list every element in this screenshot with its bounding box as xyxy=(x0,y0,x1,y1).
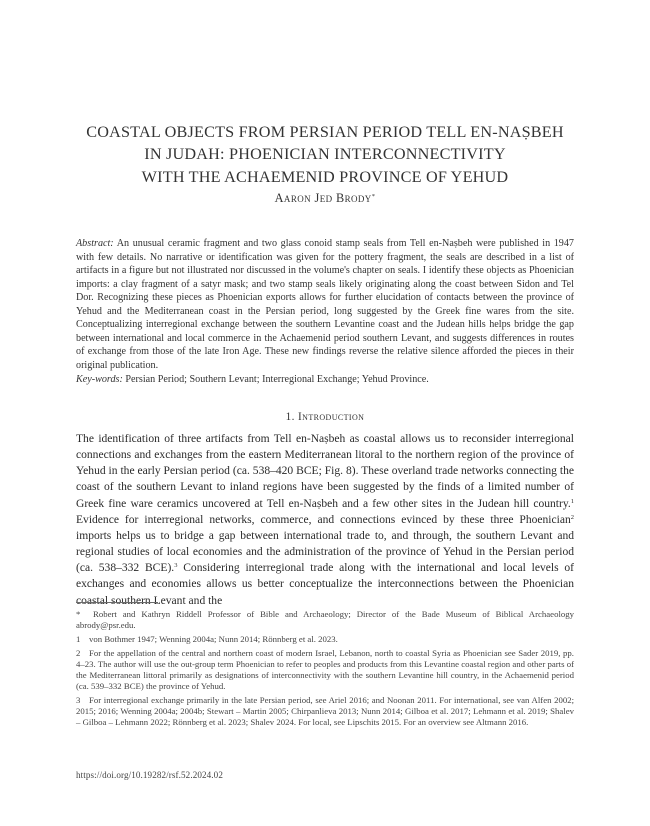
footnote-ref-1[interactable]: 1 xyxy=(570,497,574,505)
abstract-text: An unusual ceramic fragment and two glass conoid stamp seals from Tell en-Naṣbeh were published in 1947 with few details. No narrative or identification was given for the pottery fragment, the seals are described in a list of artifacts in a figure but not illustrated nor discussed in the volume's chapter on seals. I identify these objects as Phoenician imports: a clay fragment of a satyr mask; and two stamp seals likely originating along the coast between Sidon and Tel Dor. Recognizing these pieces as Phoenician exports allows for further elucidation of contacts between the province of Yehud and the Mediterranean coast in the Persian period, long suggested by the Greek fine wares from the site. Conceptualizing interregional exchange between the southern Levantine coast and the Judean hills helps bridge the gap between international and local commerce in the Achaemenid period southern Levant, and suggests differences in routes of exchange from those of the late Iron Age. These new findings reverse the relative silence afforded the pieces in their original publication. xyxy=(76,238,574,371)
body-text-part-3: imports helps us to bridge a gap between international trade to, and through, the southern Levant and regional studies of local economies and the administration of the province of Yehud in the Persian period (ca. 538–332 BCE). xyxy=(76,529,574,575)
author-footnote-marker[interactable]: * xyxy=(371,193,376,200)
footnote-text: Robert and Kathryn Riddell Professor of Bible and Archaeology; Director of the Bade Museum of Biblical Archaeology abrody@psr.edu. xyxy=(76,609,574,631)
abstract-label: Abstract: xyxy=(76,238,114,249)
footnote-text: von Bothmer 1947; Wenning 2004a; Nunn 2014; Rönnberg et al. 2023. xyxy=(89,634,338,645)
keywords-label: Key-words: xyxy=(76,374,123,385)
footnote-mark: 2 xyxy=(76,648,81,659)
author-name: Aaron Jed Brody xyxy=(274,191,372,205)
keywords-text: Persian Period; Southern Levant; Interregional Exchange; Yehud Province. xyxy=(125,374,429,385)
body-text-part-4: Considering interregional trade along with the international and local levels of exchanges and economies allows us better conceptualize the interconnections between the Phoenician coastal southern Levant and the xyxy=(76,562,574,607)
body-paragraph xyxy=(76,431,574,609)
keywords xyxy=(76,373,574,387)
footnote-mark: * xyxy=(76,609,81,619)
title-line-1: COASTAL OBJECTS FROM PERSIAN PERIOD TELL EN-NAṢBEH xyxy=(86,123,564,141)
footnote-3 xyxy=(76,695,574,728)
footnote-ref-3[interactable]: 3 xyxy=(174,562,178,570)
title-line-2: IN JUDAH: PHOENICIAN INTERCONNECTIVITY xyxy=(144,145,506,164)
section-heading: 1. Introduction xyxy=(285,411,365,423)
footnote-divider xyxy=(76,602,158,603)
body-text-part-2: Evidence for interregional networks, commerce, and connections evinced by these three Phoenician xyxy=(76,513,571,526)
abstract xyxy=(76,237,574,372)
footnote-mark: 1 xyxy=(76,634,81,645)
footnote-ref-2[interactable]: 2 xyxy=(570,513,574,521)
footnote-2 xyxy=(76,648,574,692)
footnote-author xyxy=(76,609,574,631)
author-byline xyxy=(60,191,590,206)
footnote-1 xyxy=(76,634,574,645)
body-text-part-1: The identification of three artifacts from Tell en-Naṣbeh as coastal allows us to reconsider interregional connections and exchanges from the eastern Mediterranean litoral to the northern region of the province of Yehud in the early Persian period (ca. 538–420 BCE; Fig. 8). These overland trade networks connecting the coast of the southern Levant to inland regions have been suggested by the finds of a limited number of Greek fine ware ceramics uncovered at Tell en-Naṣbeh and a few other sites in the Judean hill country. xyxy=(76,433,574,510)
footnote-text: For interregional exchange primarily in the late Persian period, see Ariel 2016; and Noonan 2011. For international, see van Alfen 2002; 2015; 2016; Wenning 2004a; 2004b; Stewart – Martin 2005; Chirpanlieva 2013; Nunn 2014; Gilboa et al. 2017; Lehmann et al. 2019; Shalev – Gilboa – Lehmann 2022; Rönnberg et al. 2023; Shalev 2024. For local, see Lipschits 2015. For an overview see Altmann 2016. xyxy=(76,695,574,728)
article-title xyxy=(60,121,590,188)
title-line-3: WITH THE ACHAEMENID PROVINCE OF YEHUD xyxy=(141,167,509,186)
footnote-mark: 3 xyxy=(76,695,81,706)
footnotes xyxy=(76,609,574,731)
doi-link[interactable]: https://doi.org/10.19282/rsf.52.2024.02 xyxy=(76,770,223,780)
footnote-text: For the appellation of the central and northern coast of modern Israel, Lebanon, north to coastal Syria as Phoenician see Sader 2019, pp. 4–23. The author will use the out-group term Phoenician to refer to peoples and products from this Levantine coastal region and other parts of the Mediterranean littoral primarily as designations of interconnectivity with the southern Levantine hill country, in the Achaemenid period (ca. 539–332 BCE) the province of Yehud. xyxy=(76,648,574,692)
